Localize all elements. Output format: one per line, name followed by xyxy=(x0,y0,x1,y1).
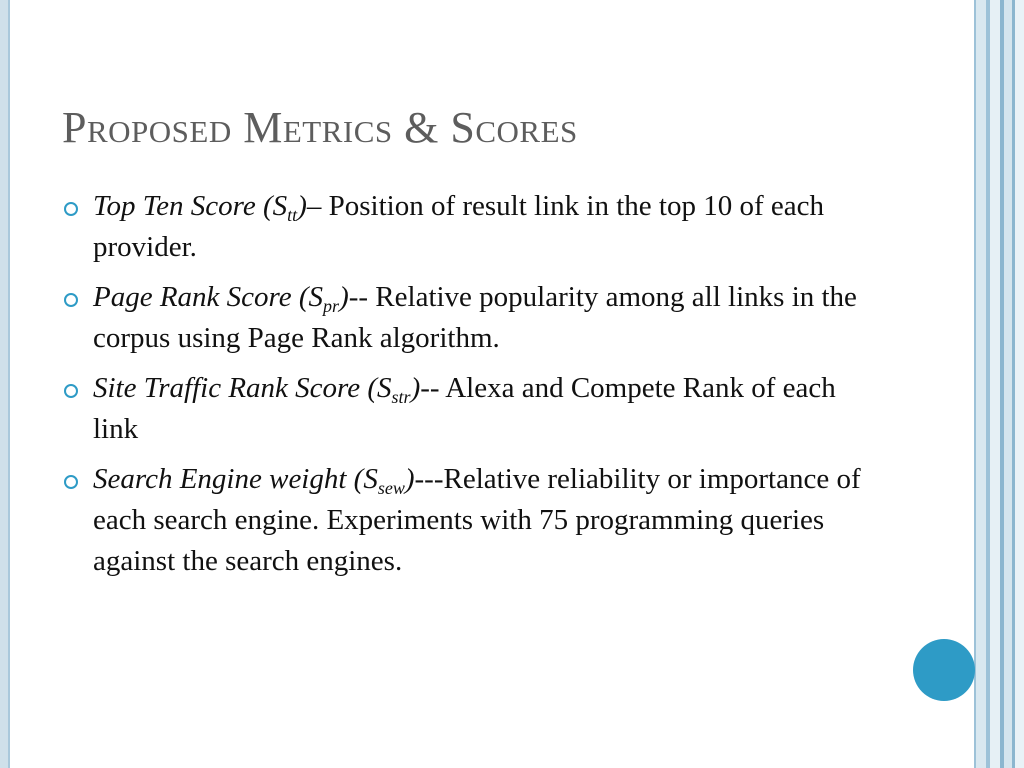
bullet-item-site-traffic-rank-score xyxy=(62,368,882,450)
bullet-item-page-rank-score xyxy=(62,277,882,359)
bullet-item-search-engine-weight xyxy=(62,459,882,582)
slide-title: Proposed Metrics & Scores xyxy=(62,103,578,152)
bullet-icon xyxy=(64,202,78,216)
bullet-term: Top Ten Score $(S_{tt})$ xyxy=(93,190,307,225)
left-border-line xyxy=(8,0,10,768)
bullet-text: -- Alexa and Compete Rank of each link xyxy=(93,372,836,445)
bullet-item-top-ten-score xyxy=(62,186,882,268)
right-decorative-stripes xyxy=(974,0,1024,768)
bullet-text: -- Relative popularity among all links in the corpus using Page Rank algorithm. xyxy=(93,281,857,354)
bullet-term: Search Engine weight $(S_{sew})$ xyxy=(93,463,415,498)
bullet-icon xyxy=(64,293,78,307)
bullet-icon xyxy=(64,384,78,398)
decorative-circle xyxy=(913,639,975,701)
bullet-list xyxy=(62,186,882,591)
bullet-term: Page Rank Score $(S_{pr})$ xyxy=(93,281,349,316)
bullet-text: – Position of result link in the top 10 of each provider. xyxy=(93,190,824,263)
bullet-text: ---Relative reliability or importance of each search engine. Experiments with 75 programming queries against the search engines. xyxy=(93,463,861,577)
bullet-term: Site Traffic Rank Score $(S_{str})$ xyxy=(93,372,421,407)
left-border xyxy=(0,0,8,768)
bullet-icon xyxy=(64,475,78,489)
